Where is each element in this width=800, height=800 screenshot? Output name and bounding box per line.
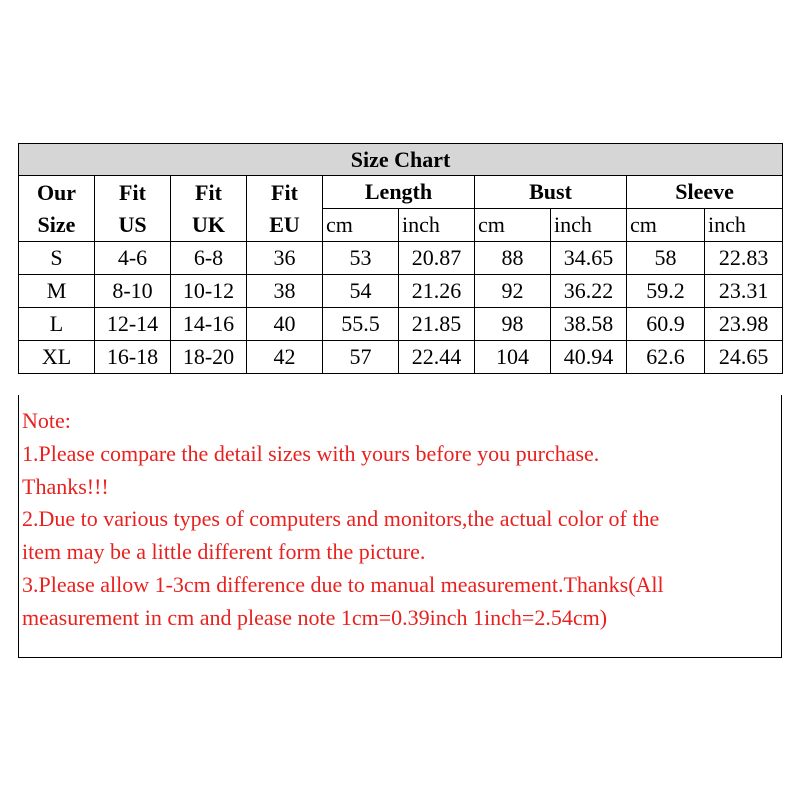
cell-length-cm: 55.5 [323,308,399,341]
cell-length-cm: 54 [323,275,399,308]
cell-bust-inch: 34.65 [551,242,627,275]
cell-bust-cm: 88 [475,242,551,275]
cell-eu: 38 [247,275,323,308]
cell-uk: 6-8 [171,242,247,275]
note-line: Thanks!!! [22,473,109,499]
cell-length-inch: 22.44 [399,341,475,374]
cell-sleeve-cm: 62.6 [627,341,705,374]
note-line: 1.Please compare the detail sizes with yours before you purchase. [22,440,600,466]
cell-bust-cm: 98 [475,308,551,341]
header-us-line1: Fit [119,179,146,205]
cell-sleeve-cm: 59.2 [627,275,705,308]
unit-length-cm: cm [323,209,399,242]
note-line: 2.Due to various types of computers and monitors,the actual color of the [22,506,660,532]
header-fit-us [95,176,171,242]
note-line: item may be a little different form the picture. [22,539,426,565]
header-fit-eu [247,176,323,242]
header-our-line1: Our [36,179,77,205]
cell-eu: 42 [247,341,323,374]
notes-box [18,395,782,658]
header-us-line2: US [118,211,147,237]
cell-uk: 10-12 [171,275,247,308]
header-bust: Bust [475,176,627,209]
cell-sleeve-inch: 22.83 [705,242,783,275]
header-eu-line1: Fit [271,179,298,205]
cell-length-inch: 21.26 [399,275,475,308]
cell-us: 12-14 [95,308,171,341]
cell-us: 8-10 [95,275,171,308]
header-uk-line1: Fit [195,179,222,205]
header-our-line2: Size [37,211,76,237]
table-row [19,242,783,275]
unit-sleeve-inch: inch [705,209,783,242]
unit-length-inch: inch [399,209,475,242]
unit-bust-cm: cm [475,209,551,242]
cell-length-inch: 20.87 [399,242,475,275]
size-chart-table [18,143,783,374]
cell-size: M [19,275,95,308]
cell-sleeve-inch: 23.31 [705,275,783,308]
title-row [19,144,783,176]
table-row [19,308,783,341]
unit-bust-inch: inch [551,209,627,242]
cell-bust-cm: 104 [475,341,551,374]
cell-eu: 40 [247,308,323,341]
cell-bust-inch: 38.58 [551,308,627,341]
cell-uk: 14-16 [171,308,247,341]
table-title: Size Chart [19,144,783,176]
cell-sleeve-inch: 24.65 [705,341,783,374]
cell-length-cm: 57 [323,341,399,374]
header-length: Length [323,176,475,209]
cell-us: 16-18 [95,341,171,374]
cell-bust-inch: 36.22 [551,275,627,308]
unit-sleeve-cm: cm [627,209,705,242]
cell-sleeve-cm: 58 [627,242,705,275]
cell-sleeve-inch: 23.98 [705,308,783,341]
cell-length-cm: 53 [323,242,399,275]
cell-size: L [19,308,95,341]
header-our-size [19,176,95,242]
cell-size: XL [19,341,95,374]
cell-sleeve-cm: 60.9 [627,308,705,341]
table-row [19,341,783,374]
cell-length-inch: 21.85 [399,308,475,341]
cell-eu: 36 [247,242,323,275]
cell-bust-cm: 92 [475,275,551,308]
note-line: measurement in cm and please note 1cm=0.39inch 1inch=2.54cm) [22,604,608,630]
header-fit-uk [171,176,247,242]
header-row [19,176,783,209]
note-heading: Note: [22,408,71,433]
header-eu-line2: EU [269,211,300,237]
table-row [19,275,783,308]
cell-size: S [19,242,95,275]
cell-us: 4-6 [95,242,171,275]
cell-uk: 18-20 [171,341,247,374]
header-sleeve: Sleeve [627,176,783,209]
header-uk-line2: UK [192,211,225,237]
cell-bust-inch: 40.94 [551,341,627,374]
note-line: 3.Please allow 1-3cm difference due to manual measurement.Thanks(All [22,571,664,597]
